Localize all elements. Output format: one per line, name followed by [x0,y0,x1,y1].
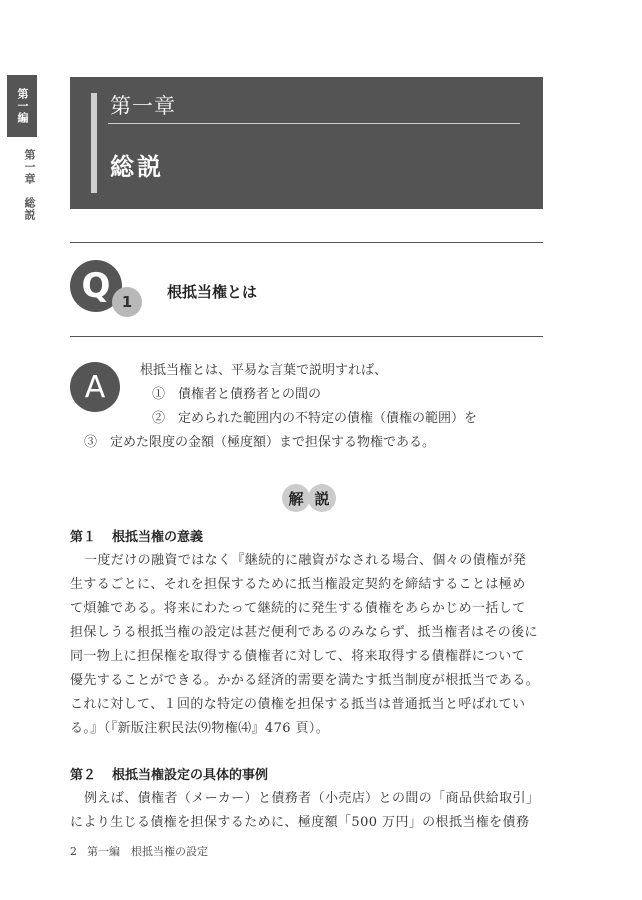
paragraph-line: 生するごとに、それを担保するために抵当権設定契約を締結することは極め [70,577,526,592]
answer-line: ① 債権者と債務者との間の [152,387,322,402]
paragraph-line: る。』（『新版注釈民法⑼物権⑷』476 頁）。 [70,721,330,736]
running-footer-title: 第一編 根抵当権の設定 [87,845,208,858]
side-tab-chapter: 第一章 総説 [23,149,36,221]
banner-accent-bar [91,93,97,193]
paragraph-line: て煩雑である。将来にわたって継続的に発生する債権をあらかじめ一括して [70,601,526,616]
question-title: 根抵当権とは [167,283,258,301]
question-top-rule [70,242,543,243]
section-number: 第１ [70,530,97,545]
paragraph-line: これに対して、１回的な特定の債権を担保する抵当は普通抵当と呼ばれてい [70,697,526,712]
side-tab [7,75,37,225]
section-title: 根抵当権設定の具体的事例 [112,768,269,783]
paragraph-line: 優先することができる。かかる経済的需要を満たす抵当制度が根抵当である。 [70,673,540,688]
chapter-number: 第一章 [110,94,176,118]
section-heading [70,526,203,545]
side-tab-part: 第一編 [7,75,37,137]
commentary-badge [282,484,338,512]
paragraph-line: 一度だけの融資ではなく『継続的に融資がなされる場合、個々の債権が発 [84,553,527,568]
page-footer [70,843,208,859]
question-number-badge: 1 [112,287,142,317]
paragraph-line: 同一物上に担保権を取得する債権者に対して、将来取得する債権群について [70,649,526,664]
commentary-badge-char: 説 [308,484,336,512]
section-title: 根抵当権の意義 [112,530,204,545]
paragraph-line: により生じる債権を担保するために、極度額「500 万円」の根抵当権を債務 [70,815,530,830]
answer-line: ③ 定めた限度の金額（極度額）まで担保する物権である。 [84,435,436,450]
answer-line: ② 定められた範囲内の不特定の債権（債権の範囲）を [152,411,478,426]
answer-a-icon: A [70,362,120,412]
chapter-title: 総説 [110,153,164,181]
question-bottom-rule [70,336,543,337]
page-number: 2 [70,845,77,858]
section-heading [70,764,268,783]
commentary-badge-char: 解 [282,484,310,512]
banner-divider [108,123,520,124]
paragraph-line: 担保しうる根抵当権の設定は甚だ便利であるのみならず、抵当権者はその後に [70,625,538,640]
chapter-banner [70,77,543,209]
question-q-icon: Q [70,260,122,312]
section-number: 第２ [70,768,97,783]
answer-line: 根抵当権とは、平易な言葉で説明すれば、 [140,363,388,378]
paragraph-line: 例えば、債権者（メーカー）と債務者（小売店）との間の「商品供給取引」 [84,791,540,806]
